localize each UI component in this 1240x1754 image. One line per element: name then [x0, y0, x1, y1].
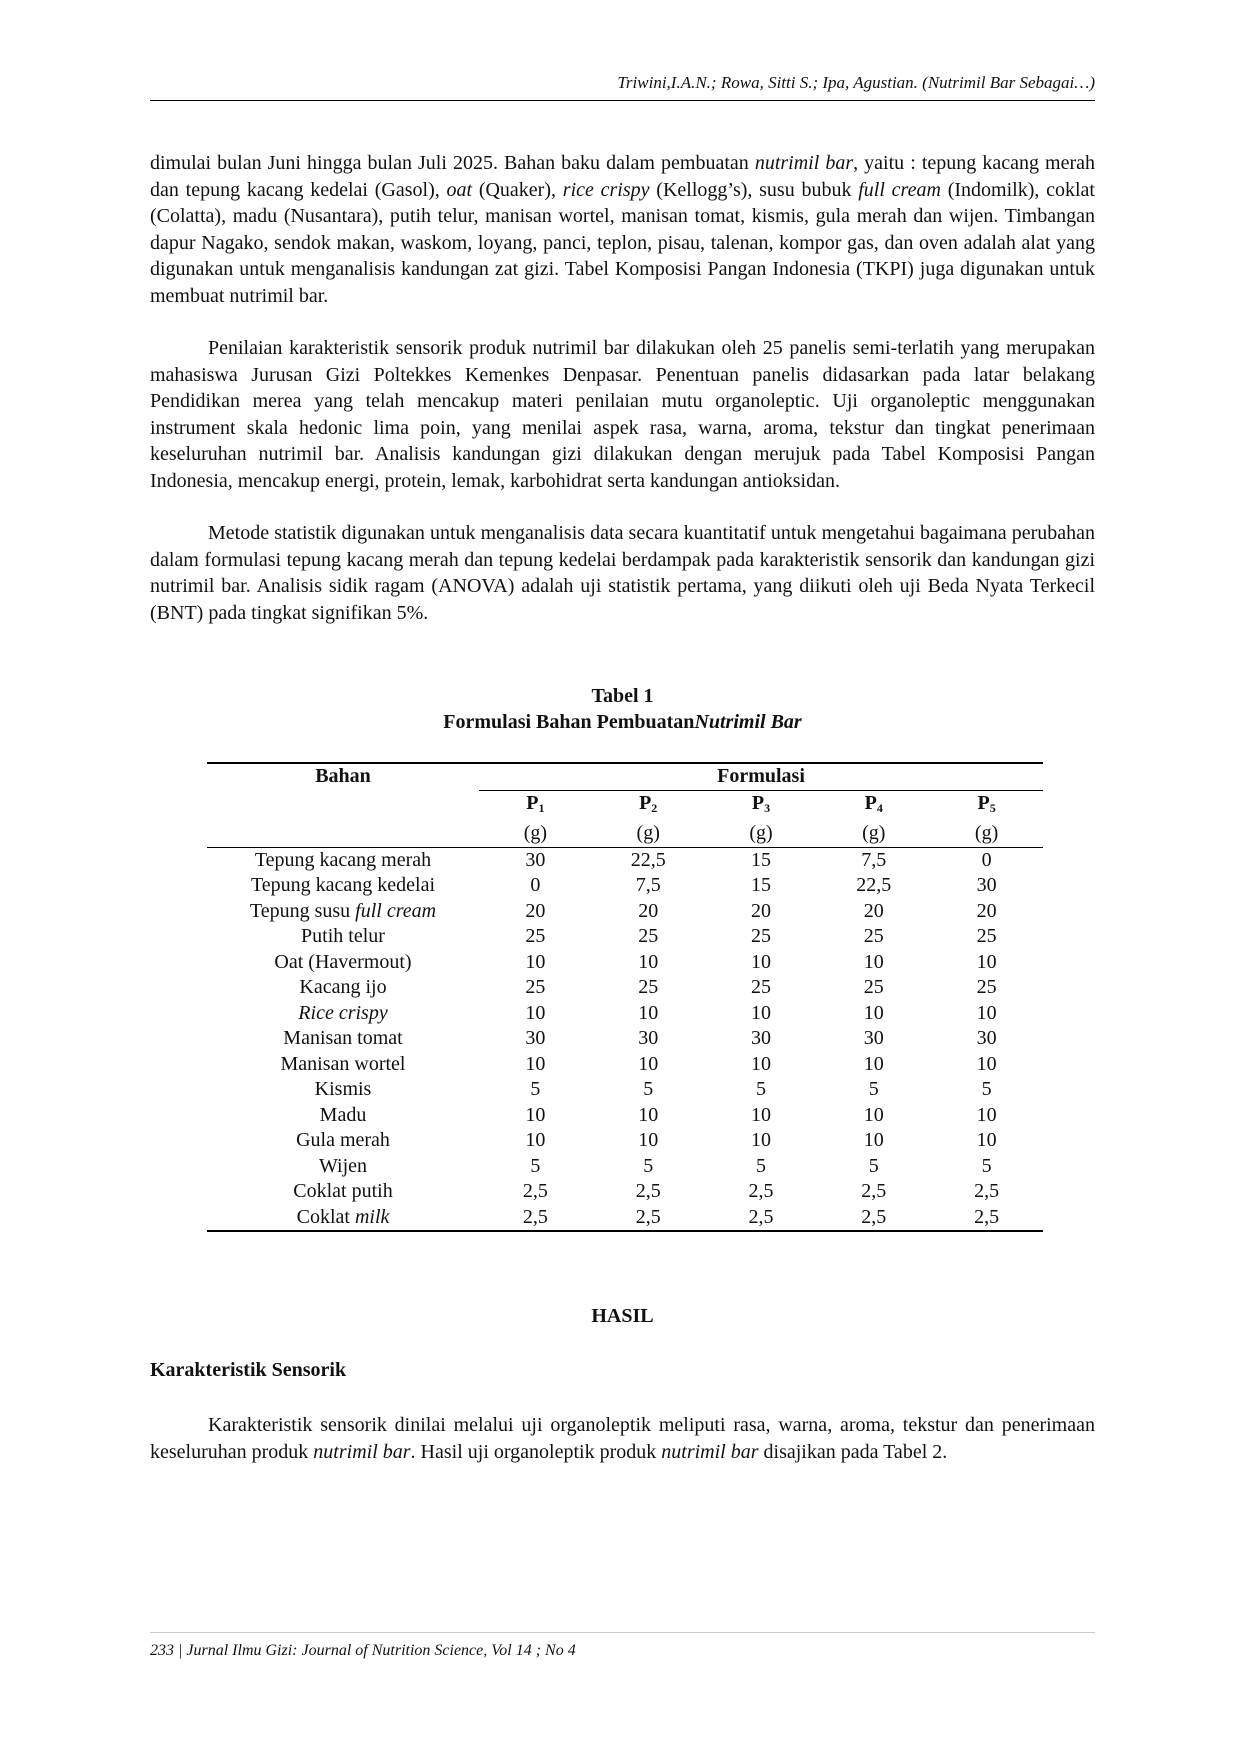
section-heading-hasil: HASIL	[591, 1305, 654, 1327]
cell-bahan: Oat (Havermout)	[274, 950, 412, 973]
cell-bahan: Madu	[319, 1103, 367, 1126]
cell-bahan: Tepung kacang merah	[254, 848, 432, 871]
cell-bahan: Kacang ijo	[299, 976, 387, 998]
cell-value: 7,5	[635, 874, 661, 896]
cell-value: 5	[643, 1154, 654, 1177]
cell-value: 22,5	[630, 848, 666, 871]
header-unit: (g)	[705, 821, 818, 847]
cell-value: 20	[976, 899, 997, 922]
paragraph-materials: dimulai bulan Juni hingga bulan Juli 2025. Bahan baku dalam pembuatan nutrimil bar, yaitu : tepung kacang merah dan tepung kacang kedelai (Gasol), oat (Quaker), rice crispy (Kellogg’s), susu bubuk full cream (Indomilk), coklat (Colatta), madu (Nusantara), putih telur, manisan wortel, manisan tomat, kismis, gula merah dan wijen. Timbangan dapur Nagako, sendok makan, waskom, loyang, panci, teplon, pisau, talenan, kompor gas, dan oven adalah alat yang digunakan untuk menganalisis kandungan zat gizi. Tabel Komposisi Pangan Indonesia (TKPI) juga digunakan untuk membuat nutrimil bar.	[150, 152, 1095, 307]
cell-bahan: Kismis	[314, 1078, 372, 1100]
cell-value: 2,5	[861, 1180, 887, 1202]
header-p3: $P_3$	[751, 791, 771, 815]
cell-value: 10	[638, 1001, 659, 1024]
cell-value: 10	[976, 1103, 997, 1126]
table-title: Formulasi Bahan PembuatanNutrimil Bar	[443, 711, 802, 733]
table-row	[207, 1001, 1043, 1027]
table-row	[207, 1103, 1043, 1129]
cell-value: 10	[525, 1103, 546, 1126]
cell-value: 10	[638, 1103, 659, 1126]
cell-bahan: Tepung kacang kedelai	[250, 874, 436, 896]
methods-body	[150, 150, 1095, 652]
cell-value: 10	[638, 950, 659, 973]
cell-value: 10	[863, 1103, 884, 1126]
cell-value: 7,5	[861, 848, 887, 871]
header-formulasi: Formulasi	[479, 763, 1043, 790]
cell-value: 10	[638, 1129, 659, 1151]
paragraph-results: Karakteristik sensorik dinilai melalui uji organoleptik meliputi rasa, warna, aroma, tekstur dan penerimaan keseluruhan produk nutrimil bar. Hasil uji organoleptik produk nutrimil bar disajikan pada Tabel 2.	[150, 1414, 1095, 1463]
cell-value: 20	[863, 899, 884, 922]
table-row	[207, 1205, 1043, 1232]
cell-value: 5	[530, 1078, 541, 1100]
cell-value: 30	[638, 1027, 659, 1049]
cell-value: 25	[525, 925, 546, 947]
cell-value: 22,5	[856, 874, 892, 896]
cell-value: 2,5	[522, 1180, 548, 1202]
cell-value: 0	[530, 874, 541, 896]
cell-value: 30	[976, 874, 997, 896]
cell-value: 10	[750, 1001, 771, 1024]
cell-value: 25	[863, 976, 884, 998]
cell-value: 10	[976, 950, 997, 973]
table-caption	[150, 683, 1095, 735]
header-p2: $P_2$	[639, 791, 658, 815]
cell-value: 5	[868, 1154, 879, 1177]
cell-bahan: Rice crispy	[298, 1001, 388, 1024]
cell-value: 10	[525, 1052, 546, 1075]
cell-value: 10	[863, 1052, 884, 1075]
cell-value: 5	[755, 1078, 766, 1100]
cell-value: 5	[755, 1154, 766, 1177]
cell-value: 20	[750, 899, 771, 922]
cell-bahan: Manisan wortel	[280, 1052, 406, 1075]
cell-value: 15	[750, 848, 771, 871]
cell-value: 10	[863, 1129, 884, 1151]
cell-value: 10	[863, 1001, 884, 1024]
cell-value: 10	[525, 1129, 546, 1151]
cell-value: 10	[525, 950, 546, 973]
cell-value: 10	[750, 1129, 771, 1151]
cell-value: 30	[750, 1027, 771, 1049]
cell-value: 2,5	[748, 1180, 774, 1202]
results-body	[150, 1412, 1095, 1491]
cell-value: 10	[863, 950, 884, 973]
cell-value: 2,5	[635, 1180, 661, 1202]
cell-value: 25	[525, 976, 546, 998]
cell-value: 2,5	[817, 1205, 930, 1232]
cell-value: 20	[638, 899, 659, 922]
cell-value: 5	[868, 1078, 879, 1100]
table-row	[207, 1154, 1043, 1180]
formulation-table	[207, 762, 1043, 1232]
cell-bahan: Putih telur	[301, 925, 385, 947]
cell-value: 10	[638, 1052, 659, 1075]
table-row	[207, 1052, 1043, 1078]
table-row	[207, 899, 1043, 925]
cell-value: 10	[750, 1052, 771, 1075]
table-row	[207, 924, 1043, 950]
cell-value: 25	[638, 976, 659, 998]
cell-value: 15	[750, 874, 771, 896]
cell-value: 30	[525, 848, 546, 871]
table-row	[207, 1026, 1043, 1052]
header-unit: (g)	[592, 821, 705, 847]
table-row	[207, 873, 1043, 899]
cell-value: 25	[750, 976, 771, 998]
header-p4: $P_4$	[864, 791, 883, 815]
paragraph-sensory-method: Penilaian karakteristik sensorik produk nutrimil bar dilakukan oleh 25 panelis semi-terlatih yang merupakan mahasiswa Jurusan Gizi Poltekkes Kemenkes Denpasar. Penentuan panelis didasarkan pada latar belakang Pendidikan merea yang telah mencakup materi penilaian mutu organoleptic. Uji organoleptic menggunakan instrument skala hedonic lima poin, yang menilai aspek rasa, warna, aroma, tekstur dan tingkat penerimaan keseluruhan nutrimil bar. Analisis kandungan gizi dilakukan dengan merujuk pada Tabel Komposisi Pangan Indonesia, mencakup energi, protein, lemak, karbohidrat serta kandungan antioksidan.	[150, 337, 1095, 492]
cell-value: 2,5	[974, 1180, 1000, 1202]
cell-bahan: Tepung susu full cream	[249, 899, 437, 922]
header-p5: $P_5$	[977, 791, 996, 815]
cell-value: 10	[750, 1103, 771, 1126]
page-footer: 233 | Jurnal Ilmu Gizi: Journal of Nutrition Science, Vol 14 ; No 4	[150, 1632, 1095, 1665]
header-unit: (g)	[930, 821, 1043, 847]
cell-value: 10	[525, 1001, 546, 1024]
header-bahan: Bahan	[207, 763, 479, 790]
cell-value: 10	[976, 1052, 997, 1075]
cell-value: 30	[976, 1027, 997, 1049]
cell-value: 10	[976, 1001, 997, 1024]
table-row	[207, 1128, 1043, 1154]
table-row	[207, 847, 1043, 873]
cell-value: 5	[981, 1154, 992, 1177]
cell-value: 2,5	[479, 1205, 592, 1232]
cell-value: 25	[976, 925, 997, 947]
cell-value: 30	[525, 1027, 546, 1049]
cell-value: 20	[525, 899, 546, 922]
cell-value: 5	[981, 1078, 992, 1100]
header-unit: (g)	[817, 821, 930, 847]
cell-value: 2,5	[930, 1205, 1043, 1232]
cell-value: 25	[863, 925, 884, 947]
cell-value: 5	[643, 1078, 654, 1100]
subheading-karakteristik-sensorik: Karakteristik Sensorik	[150, 1359, 347, 1381]
cell-value: 10	[976, 1129, 997, 1151]
cell-value: 2,5	[592, 1205, 705, 1232]
paragraph-statistics: Metode statistik digunakan untuk menganalisis data secara kuantitatif untuk mengetahui bagaimana perubahan dalam formulasi tepung kacang merah dan tepung kedelai berdampak pada karakteristik sensorik dan kandungan gizi nutrimil bar. Analisis sidik ragam (ANOVA) adalah uji statistik pertama, yang diikuti oleh uji Beda Nyata Terkecil (BNT) pada tingkat signifikan 5%.	[150, 522, 1095, 624]
cell-bahan: Manisan tomat	[283, 1027, 403, 1049]
table-row	[207, 950, 1043, 976]
cell-value: 2,5	[705, 1205, 818, 1232]
table-row	[207, 1179, 1043, 1205]
table-row	[207, 975, 1043, 1001]
cell-value: 25	[976, 976, 997, 998]
cell-value: 5	[530, 1154, 541, 1177]
cell-value: 25	[638, 925, 659, 947]
header-p1: $P_1$	[526, 791, 545, 815]
cell-value: 30	[863, 1027, 884, 1049]
cell-bahan: Wijen	[318, 1154, 368, 1177]
running-head: Triwini,I.A.N.; Rowa, Sitti S.; Ipa, Agustian. (Nutrimil Bar Sebagai…)	[150, 70, 1095, 101]
cell-bahan: Coklat putih	[293, 1180, 393, 1202]
cell-value: 25	[750, 925, 771, 947]
cell-value: 10	[750, 950, 771, 973]
table-row	[207, 1077, 1043, 1103]
cell-bahan: Coklat milk	[207, 1205, 479, 1232]
cell-value: 0	[981, 848, 992, 871]
table-label: Tabel 1	[591, 685, 654, 707]
header-unit: (g)	[479, 821, 592, 847]
cell-bahan: Gula merah	[296, 1129, 390, 1151]
